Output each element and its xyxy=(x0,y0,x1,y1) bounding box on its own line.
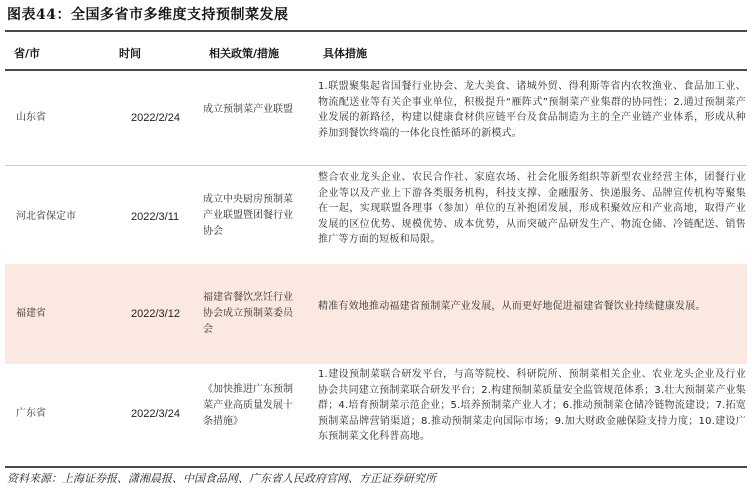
row-date: 2022/3/11 xyxy=(131,211,180,223)
row-measures: 1.建设预制菜联合研发平台，与高等院校、科研院所、预制菜相关企业、农业龙头企业及行业协会共同建立预制菜联合研发平台；2.构建预制菜质量安全监管规范体系；3.壮大预制菜产业集群；4.培育预制菜示范企业；5.培养预制菜产业人才；6.推动预制菜仓储冷链物流建设；7.拓宽预制菜品牌营销渠道；8.推动预制菜走向国际市场；9.加大财政金融保险支持力度；10.建设广东预制菜文化科普高地。 xyxy=(318,369,746,443)
row-province: 福建省 xyxy=(16,308,46,319)
row-province: 广东省 xyxy=(16,408,46,419)
row-policy: 福建省餐饮烹饪行业协会成立预制菜委员会 xyxy=(203,292,293,335)
row-measures: 整合农业龙头企业、农民合作社、家庭农场、社会化服务组织等新型农业经营主体，团餐行业企业等以及产业上下游各类服务机构，科技支撑、金融服务、快递服务、品牌宣传机构等聚集在一起，实现联盟各理事（参加）单位的互补抱团发展，形成积聚效应和产业高地，取得产业发展的区位优势、规模优势、成本优势，从而突破产品研发生产、物流仓储、冷链配送、销售推广等方面的短板和局限。 xyxy=(318,172,746,246)
table-top-rule xyxy=(5,30,747,32)
table-row xyxy=(5,71,747,165)
table-row-highlighted xyxy=(5,264,747,364)
row-policy: 成立中央厨房预制菜产业联盟暨团餐行业协会 xyxy=(203,194,293,237)
row-measures: 精准有效地推动福建省预制菜产业发展，从而更好地促进福建省餐饮业持续健康发展。 xyxy=(318,301,706,312)
row-policy: 《加快推进广东预制菜产业高质量发展十条措施》 xyxy=(203,384,293,427)
row-date: 2022/2/24 xyxy=(131,112,180,124)
header-measures: 具体措施 xyxy=(323,47,367,60)
table-bottom-rule xyxy=(5,466,747,468)
table-row xyxy=(5,365,747,465)
source-note: 资料来源：上海证券报、潇湘晨报、中国食品网、广东省人民政府官网、方正证券研究所 xyxy=(7,472,436,485)
row-province: 山东省 xyxy=(16,112,46,123)
table-row xyxy=(5,166,747,263)
row-measures: 1.联盟聚集起省国餐行业协会、龙大美食、诸城外贸、得利斯等省内农牧渔业、食品加工业、物流配送业等有关企事业单位，积极提升“雁阵式”预制菜产业集群的协同性；2.通过预制菜产业发展的新路径，构建以健康食材供应链平台及食品制造为主的全产业链产业体系，形成从种养加到餐饮终端的一体化良性循环的新模式。 xyxy=(318,81,746,139)
row-province: 河北省保定市 xyxy=(16,211,76,222)
figure-title: 图表44：全国多省市多维度支持预制菜发展 xyxy=(7,7,289,23)
row-policy: 成立预制菜产业联盟 xyxy=(203,104,293,115)
header-policy: 相关政策/措施 xyxy=(209,47,280,60)
header-province: 省/市 xyxy=(14,47,41,60)
header-date: 时间 xyxy=(119,47,141,60)
row-date: 2022/3/24 xyxy=(131,408,180,420)
row-date: 2022/3/12 xyxy=(131,308,180,320)
